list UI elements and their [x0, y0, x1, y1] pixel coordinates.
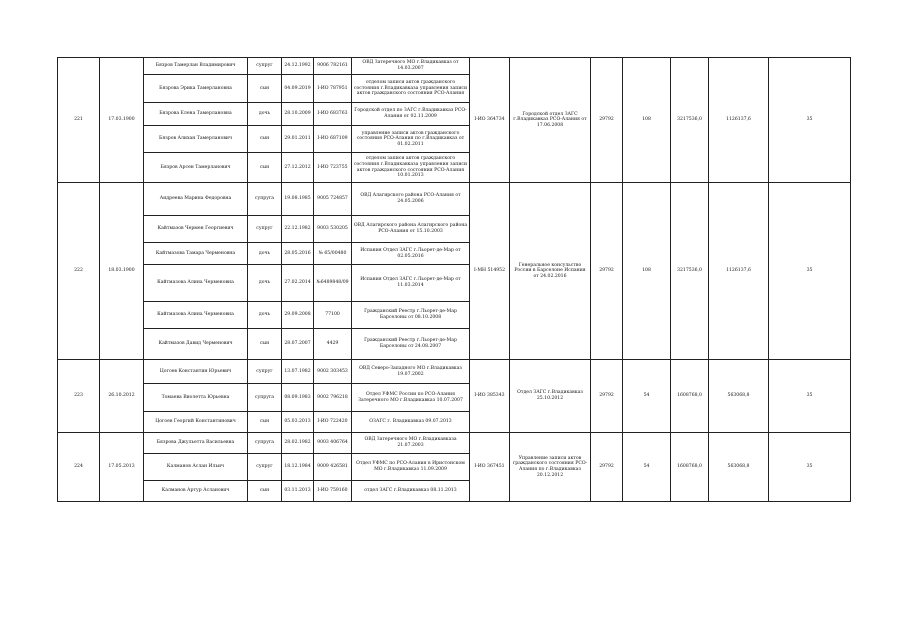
certificate-number: I-ИО 385343	[470, 360, 510, 433]
percent-value: 35	[769, 183, 851, 360]
member-document-issuer: Гражданский Реестр г.Льорет-де-Мар Барселоны от 24.08.2007	[352, 329, 470, 360]
member-document-number: I-ИО 722420	[314, 412, 352, 433]
member-birth-date: 13.07.1982	[282, 360, 314, 384]
member-document-number: 4429	[314, 329, 352, 360]
percent-value: 35	[769, 433, 851, 502]
member-birth-date: 24.12.1992	[282, 58, 314, 75]
member-document-issuer: ОЗАГС г. Владикавказ 09.07.2013	[352, 412, 470, 433]
member-document-number: I-ИО 683763	[314, 103, 352, 126]
member-name: Калманов Аслан Ильич	[144, 454, 248, 481]
member-name: Бязрова Эрика Тамерлановна	[144, 75, 248, 103]
member-document-number: 9002 303453	[314, 360, 352, 384]
member-document-issuer: Отдел УФМС России по РСО-Алания Затеречного МО г.Владикавказ 10.07.2007	[352, 384, 470, 412]
certificate-issuer: Управление записи актов гражданского состояния РСО-Алания по г.Владикавказ 20.12.2012	[510, 433, 591, 502]
cost-per-meter: 29792	[591, 360, 623, 433]
member-name: Бязров Арсен Тамерланович	[144, 153, 248, 183]
member-role: сын	[248, 481, 282, 502]
member-role: сын	[248, 75, 282, 103]
registration-date: 17.05.2013	[100, 433, 144, 502]
member-document-issuer: Гражданский Реестр г.Льорет-де-Мар Барселоны от 08.10.2008	[352, 302, 470, 329]
member-document-issuer: Испания Отдел ЗАГС г.Льорет-де-Мар от 02.05.2016	[352, 243, 470, 265]
member-birth-date: 28.07.2007	[282, 329, 314, 360]
total-cost: 1608768,0	[671, 433, 709, 502]
percent-value: 35	[769, 58, 851, 183]
member-role: дочь	[248, 265, 282, 302]
area-norm: 54	[623, 360, 671, 433]
cost-per-meter: 29792	[591, 433, 623, 502]
cost-per-meter: 29792	[591, 58, 623, 183]
member-role: дочь	[248, 243, 282, 265]
area-norm: 54	[623, 433, 671, 502]
member-document-number: I-ИО 723755	[314, 153, 352, 183]
member-name: Бязров Алихан Тамерланович	[144, 126, 248, 153]
subsidy-amount: 1126137,6	[709, 183, 769, 360]
member-name: Кайтмазова Алина Черменовна	[144, 265, 248, 302]
member-name: Бязрова Джульетта Васильевна	[144, 433, 248, 454]
member-name: Бязров Тамерлан Владимирович	[144, 58, 248, 75]
member-birth-date: 27.12.2012	[282, 153, 314, 183]
member-document-number: 9005 724857	[314, 183, 352, 216]
member-document-issuer: ОВД Алагирского района Алагирского района РСО-Алания от 15.10.2003	[352, 216, 470, 243]
member-role: сын	[248, 329, 282, 360]
member-document-number: I-ИО 759160	[314, 481, 352, 502]
registration-date: 17.03.1900	[100, 58, 144, 183]
registration-date: 26.10.2012	[100, 360, 144, 433]
member-role: сын	[248, 153, 282, 183]
member-birth-date: 29.01.2011	[282, 126, 314, 153]
member-role: супруг	[248, 216, 282, 243]
total-cost: 3217536,0	[671, 183, 709, 360]
member-document-issuer: Городской отдел по ЗАГС г.Владикавказ РСО-Алания от 02.11.2009	[352, 103, 470, 126]
member-birth-date: 27.02.2014	[282, 265, 314, 302]
member-birth-date: 28.10.2009	[282, 103, 314, 126]
member-birth-date: 04.09.2019	[282, 75, 314, 103]
member-role: дочь	[248, 103, 282, 126]
member-role: супруг	[248, 454, 282, 481]
member-document-number: 9006 782161	[314, 58, 352, 75]
member-document-number: 77100	[314, 302, 352, 329]
member-document-issuer: ОВД Алагирского района РСО-Алания от 24.05.2006	[352, 183, 470, 216]
member-document-issuer: ОВД Затеречного МО г.Владикавказа 21.07.2003	[352, 433, 470, 454]
member-birth-date: 28.05.2016	[282, 243, 314, 265]
member-name: Калманов Артур Асланович	[144, 481, 248, 502]
registration-date: 18.03.1900	[100, 183, 144, 360]
member-name: Бязрова Елена Тамерлановна	[144, 103, 248, 126]
member-birth-date: 29.09.2008	[282, 302, 314, 329]
member-document-number: 9002 796218	[314, 384, 352, 412]
member-document-issuer: отделом записи актов гражданского состояния г.Владикавказа управления записи актов гражданского состояния РСО-Алания	[352, 75, 470, 103]
member-document-issuer: отдел ЗАГС г.Владикавказ 08.11.2013	[352, 481, 470, 502]
member-name: Кайтмазова Алина Черменовна	[144, 302, 248, 329]
member-birth-date: 28.02.1982	[282, 433, 314, 454]
member-birth-date: 03.11.2013	[282, 481, 314, 502]
member-name: Цогоев Георгий Константинович	[144, 412, 248, 433]
member-role: сын	[248, 126, 282, 153]
member-name: Кайтмазов Давид Черменович	[144, 329, 248, 360]
member-role: сын	[248, 412, 282, 433]
member-document-number: I-ИО 687109	[314, 126, 352, 153]
table-row	[58, 360, 851, 384]
certificate-number: I-МН 514952	[470, 183, 510, 360]
member-name: Кайтмазов Чермен Георгиевич	[144, 216, 248, 243]
member-document-issuer: Отдел УФМС по РСО-Алания в Иристонском МО г.Владикавказ 11.09.2009	[352, 454, 470, 481]
certificate-issuer: Отдел ЗАГС г.Владикавказ 25.10.2012	[510, 360, 591, 433]
member-document-issuer: Испания Отдел ЗАГС г.Льорет-де-Мар от 11.03.2014	[352, 265, 470, 302]
member-birth-date: 22.12.1982	[282, 216, 314, 243]
certificate-issuer: Генеральное консульство России в Барселоне Испания от 24.02.2016	[510, 183, 591, 360]
member-document-number: 9003 406764	[314, 433, 352, 454]
certificate-number: I-ИО 367451	[470, 433, 510, 502]
member-document-issuer: ОВД Затеречного МО г.Владикавказ от 14.03.2007	[352, 58, 470, 75]
record-number: 222	[58, 183, 100, 360]
table-row	[58, 183, 851, 216]
record-number: 224	[58, 433, 100, 502]
total-cost: 1608768,0	[671, 360, 709, 433]
member-document-number: 9009 426581	[314, 454, 352, 481]
certificate-number: I-ИО 364734	[470, 58, 510, 183]
member-document-number: № 65/00480	[314, 243, 352, 265]
member-name: Цогоев Константин Юрьевич	[144, 360, 248, 384]
member-role: супруг	[248, 58, 282, 75]
record-number: 223	[58, 360, 100, 433]
area-norm: 108	[623, 58, 671, 183]
housing-register-table	[57, 57, 851, 502]
table-row	[58, 433, 851, 454]
area-norm: 108	[623, 183, 671, 360]
member-document-issuer: отделом записи актов гражданского состояния г.Владикавказа управления записи актов гражданского состояния РСО-Алания 10.01.2013	[352, 153, 470, 183]
member-birth-date: 05.03.2013	[282, 412, 314, 433]
certificate-issuer: Городской отдел ЗАГС г.Владикавказ РСО-Алания от 17.06.2008	[510, 58, 591, 183]
subsidy-amount: 1126137,6	[709, 58, 769, 183]
subsidy-amount: 563068,8	[709, 433, 769, 502]
record-number: 221	[58, 58, 100, 183]
member-name: Андреева Марина Федоровна	[144, 183, 248, 216]
member-document-issuer: ОВД Северо-Западного МО г.Владикавказ 19.07.2002	[352, 360, 470, 384]
percent-value: 35	[769, 360, 851, 433]
cost-per-meter: 29792	[591, 183, 623, 360]
member-birth-date: 18.12.1984	[282, 454, 314, 481]
table-row	[58, 58, 851, 75]
subsidy-amount: 563068,8	[709, 360, 769, 433]
member-birth-date: 08.09.1983	[282, 384, 314, 412]
member-document-number: 9003 530205	[314, 216, 352, 243]
member-role: супруга	[248, 183, 282, 216]
member-name: Томаева Виолетта Юрьевна	[144, 384, 248, 412]
member-document-number: №6489848/09	[314, 265, 352, 302]
member-role: супруга	[248, 384, 282, 412]
member-document-number: I-ИО 787951	[314, 75, 352, 103]
member-name: Кайтмазова Тамара Черменовна	[144, 243, 248, 265]
member-role: супруг	[248, 360, 282, 384]
member-role: супруга	[248, 433, 282, 454]
member-birth-date: 19.08.1985	[282, 183, 314, 216]
total-cost: 3217536,0	[671, 58, 709, 183]
member-role: дочь	[248, 302, 282, 329]
member-document-issuer: управление записи актов гражданского состояния РСО-Алания по г.Владикавказ от 01.02.2011	[352, 126, 470, 153]
